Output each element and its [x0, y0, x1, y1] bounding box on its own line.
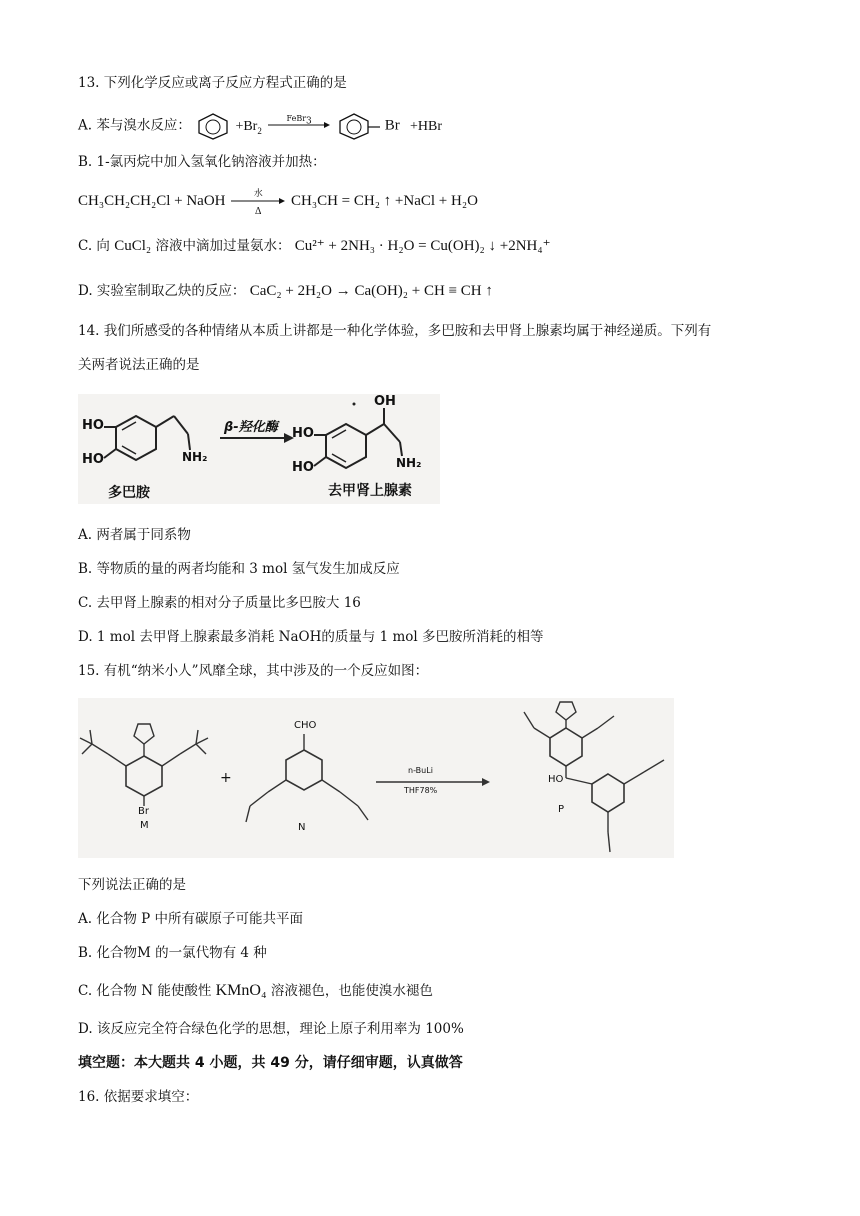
- reaction-arrow: [268, 114, 330, 135]
- enzyme-label: β-羟化酶: [224, 420, 278, 435]
- plus-sign: +: [220, 770, 232, 786]
- reagent-label: n-BuLi: [408, 766, 433, 775]
- norepinephrine-ho-top: HO: [292, 426, 314, 441]
- q13-option-a: [78, 112, 442, 140]
- q13-b-above: 水: [253, 187, 263, 198]
- q13-a-br2: +Br: [235, 118, 258, 134]
- section-heading: 填空题：本大题共 4 小题，共 49 分，请仔细审题，认真做答: [78, 1055, 463, 1071]
- q13-b-below: Δ: [255, 205, 262, 217]
- norepinephrine-oh: OH: [374, 394, 396, 409]
- norepinephrine-nh2: NH₂: [396, 456, 422, 470]
- q13-c-prefix: C. 向: [78, 238, 110, 254]
- q15-c-prefix: C. 化合物 N 能使酸性: [78, 983, 212, 999]
- nanoputian-reaction-figure: [78, 698, 674, 858]
- q15-option-d: D. 该反应完全符合绿色化学的思想，理论上原子利用率为 100%: [78, 1021, 464, 1037]
- q15-option-a: A. 化合物 P 中所有碳原子可能共平面: [78, 911, 303, 927]
- q13-b-equation: [78, 187, 478, 217]
- m-br-label: Br: [138, 806, 149, 817]
- dopamine-name: 多巴胺: [108, 485, 150, 501]
- q14-option-d: D. 1 mol 去甲肾上腺素最多消耗 NaOH的质量与 1 mol 多巴胺所消耗的相等: [78, 629, 544, 645]
- q13-c-equation: Cu²⁺ + 2NH₃ · H₂O = Cu(OH)₂ ↓ +2NH₄⁺: [294, 238, 551, 254]
- nanoputian-reaction-drawing: [78, 698, 674, 858]
- q13-a-prefix: A. 苯与溴水反应：: [78, 117, 191, 134]
- q13-b-right: CH₃CH = CH₂ ↑ +NaCl + H₂O: [291, 193, 478, 209]
- q13-stem: 13. 下列化学反应或离子反应方程式正确的是: [78, 75, 347, 91]
- q13-option-c: [78, 237, 551, 255]
- q13-option-d: [78, 282, 493, 300]
- p-ho-label: HO: [548, 774, 564, 785]
- reaction-arrow: [231, 187, 285, 217]
- q16-stem: 16. 依据要求填空：: [78, 1089, 199, 1105]
- p-compound-label: P: [558, 804, 565, 815]
- q15-c-suffix: 溶液褪色，也能使溴水褪色: [270, 983, 433, 999]
- q15-lead: 下列说法正确的是: [78, 877, 186, 893]
- q13-d-prefix: D. 实验室制取乙炔的反应：: [78, 283, 246, 299]
- condition-label: THF78%: [404, 786, 438, 795]
- q13-a-hbr: +HBr: [410, 118, 443, 134]
- n-compound-label: N: [298, 822, 306, 833]
- q15-option-c: [78, 982, 433, 1000]
- benzene-structure: [195, 112, 231, 140]
- dopamine-nh2: NH₂: [182, 450, 208, 464]
- dopamine-reaction-figure: [78, 394, 440, 504]
- bromobenzene-structure: [336, 112, 380, 140]
- norepinephrine-ho-bottom: HO: [292, 460, 314, 475]
- q15-c-kmno4: KMnO₄: [215, 982, 267, 999]
- q14-stem-2: 关两者说法正确的是: [78, 357, 200, 373]
- q13-option-b: B. 1-氯丙烷中加入氢氧化钠溶液并加热：: [78, 154, 326, 170]
- q15-option-b: B. 化合物M 的一氯代物有 4 种: [78, 945, 267, 961]
- q15-stem: 15. 有机“纳米小人”风靡全球，其中涉及的一个反应如图：: [78, 663, 429, 679]
- dopamine-ho-top: HO: [82, 418, 104, 433]
- q13-a-catalyst-sub: 3: [306, 116, 312, 127]
- q13-b-left: CH₃CH₂CH₂Cl + NaOH: [78, 193, 226, 209]
- q14-option-c: C. 去甲肾上腺素的相对分子质量比多巴胺大 16: [78, 595, 361, 611]
- n-cho-label: CHO: [294, 720, 317, 731]
- dopamine-ho-bottom: HO: [82, 452, 104, 467]
- q13-a-catalyst: FeBr: [286, 114, 307, 123]
- q13-a-br: Br: [384, 117, 400, 134]
- q13-a-br2-sub: 2: [257, 125, 262, 136]
- q13-c-mid: 溶液中滴加过量氨水：: [155, 238, 291, 254]
- q14-option-b: B. 等物质的量的两者均能和 3 mol 氢气发生加成反应: [78, 561, 400, 577]
- q14-option-a: A. 两者属于同系物: [78, 527, 191, 543]
- q13-c-cucl2: CuCl₂: [114, 238, 152, 254]
- q13-d-equation: CaC₂ + 2H₂O → Ca(OH)₂ + CH ≡ CH ↑: [249, 283, 493, 299]
- q14-stem-1: 14. 我们所感受的各种情绪从本质上讲都是一种化学体验，多巴胺和去甲肾上腺素均属于神经递质。下列有: [78, 323, 712, 339]
- m-compound-label: M: [140, 820, 149, 831]
- norepinephrine-name: 去甲肾上腺素: [328, 483, 412, 499]
